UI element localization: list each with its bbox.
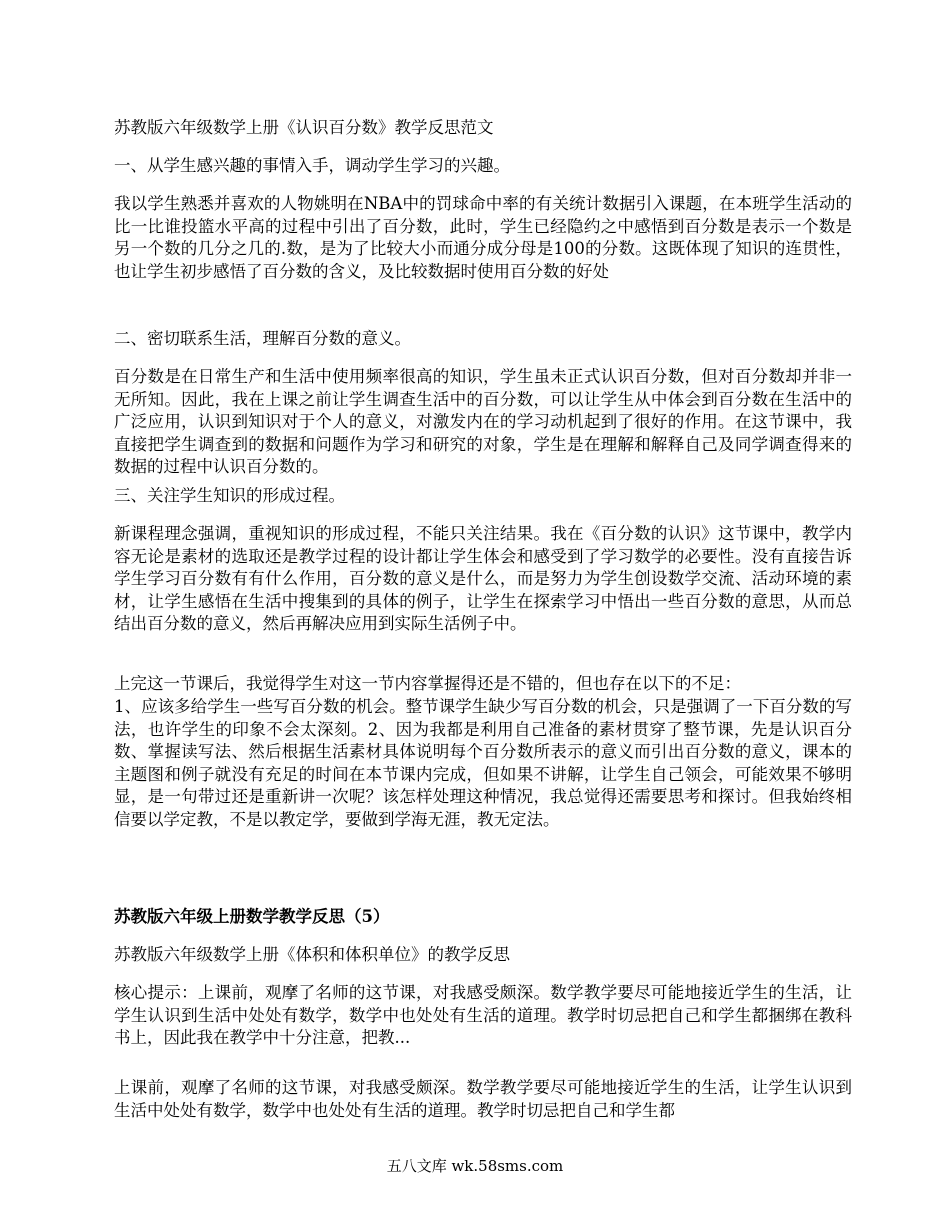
section1-heading: 一、从学生感兴趣的事情入手，调动学生学习的兴趣。 — [114, 156, 510, 175]
footer-watermark: 五八文库 wk.58sms.com — [386, 1157, 564, 1175]
article2-summary: 核心提示：上课前，观摩了名师的这节课，对我感受颇深。数学教学要尽可能地接近学生的生活，让学生认识到生活中处处有数学，数学中也处处有生活的道理。教学时切忌把自己和学生都捆绑在教科书上，因此我在教学中十分注意，把教... — [114, 983, 852, 1048]
article2-title: 苏教版六年级数学上册《体积和体积单位》的教学反思 — [114, 945, 510, 964]
document-title: 苏教版六年级数学上册《认识百分数》教学反思范文 — [114, 118, 494, 137]
section2-body: 百分数是在日常生产和生活中使用频率很高的知识，学生虽未正式认识百分数，但对百分数却并非一无所知。因此，我在上课之前让学生调查生活中的百分数，可以让学生从中体会到百分数在生活中的广泛应用，认识到知识对于个人的意义，对激发内在的学习动机起到了很好的作用。在这节课中，我直接把学生调查到的数据和问题作为学习和研究的对象，学生是在理解和解释自己及同学调查得来的数据的过程中认识百分数的。 — [114, 367, 852, 477]
section3-body: 新课程理念强调，重视知识的形成过程，不能只关注结果。我在《百分数的认识》这节课中，教学内容无论是素材的选取还是教学过程的设计都让学生体会和感受到了学习数学的必要性。没有直接告诉学生学习百分数有有什么作用，百分数的意义是什么，而是努力为学生创设数学交流、活动环境的素材，让学生感悟在生活中搜集到的具体的例子，让学生在探索学习中悟出一些百分数的意思，从而总结出百分数的意义，然后再解决应用到实际生活例子中。 — [114, 524, 852, 634]
article2-heading: 苏教版六年级上册数学教学反思（5） — [114, 907, 390, 926]
reflection-intro: 上完这一节课后，我觉得学生对这一节内容掌握得还是不错的，但也存在以下的不足： — [114, 674, 741, 693]
section2-heading: 二、密切联系生活，理解百分数的意义。 — [114, 329, 411, 348]
article2-body: 上课前，观摩了名师的这节课，对我感受颇深。数学教学要尽可能地接近学生的生活，让学生认识到生活中处处有数学，数学中也处处有生活的道理。教学时切忌把自己和学生都 — [114, 1078, 852, 1120]
section1-body: 我以学生熟悉并喜欢的人物姚明在NBA中的罚球命中率的有关统计数据引入课题，在本班学生活动的比一比谁投篮水平高的过程中引出了百分数，此时，学生已经隐约之中感悟到百分数是表示一个数是另一个数的几分之几的.数，是为了比较大小而通分成分母是100的分数。这既体现了知识的连贯性，也让学生初步感悟了百分数的含义，及比较数据时使用百分数的好处 — [114, 194, 852, 281]
section3-heading: 三、关注学生知识的形成过程。 — [114, 486, 345, 505]
reflection-body: 1、应该多给学生一些写百分数的机会。整节课学生缺少写百分数的机会，只是强调了一下百分数的写法，也许学生的印象不会太深刻。2、因为我都是利用自己准备的素材贯穿了整节课，先是认识百分数、掌握读写法、然后根据生活素材具体说明每个百分数所表示的意义而引出百分数的意义，课本的主题图和例子就没有充足的时间在本节课内完成，但如果不讲解，让学生自己领会，可能效果不够明显，是一句带过还是重新讲一次呢？该怎样处理这种情况，我总觉得还需要思考和探讨。但我始终相信要以学定教，不是以教定学，要做到学海无涯，教无定法。 — [114, 697, 852, 829]
